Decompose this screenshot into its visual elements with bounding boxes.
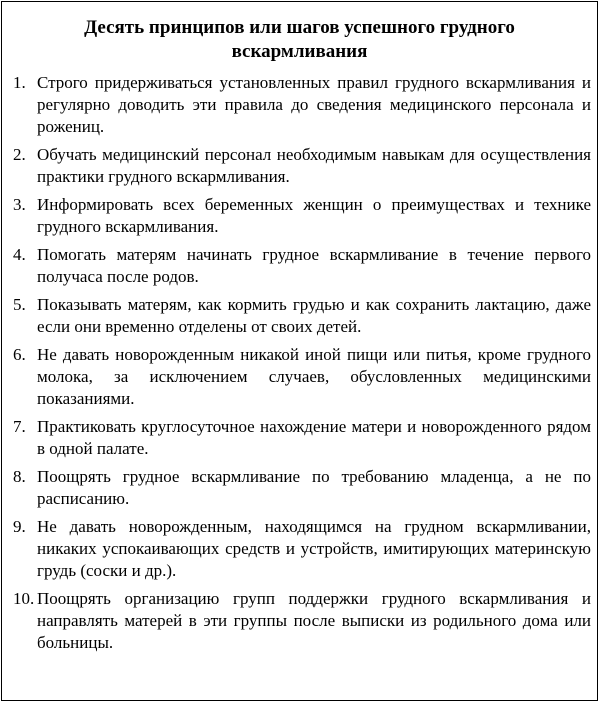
list-item xyxy=(13,194,591,238)
item-text: Поощрять организацию групп поддержки грудного вскармливания и направлять матерей в эти группы после выписки из родильного дома или больницы. xyxy=(37,589,591,652)
list-item xyxy=(13,588,591,654)
item-text: Практиковать круглосуточное нахождение матери и новорожденного рядом в одной палате. xyxy=(37,417,591,458)
list-item xyxy=(13,344,591,410)
item-text: Строго придерживаться установленных правил грудного вскармливания и регулярно доводить эти правила до сведения медицинского персонала и рожениц. xyxy=(37,73,591,136)
list-item xyxy=(13,416,591,460)
item-number: 1. xyxy=(13,73,26,92)
document-frame xyxy=(1,1,598,701)
item-text: Поощрять грудное вскармливание по требованию младенца, а не по расписанию. xyxy=(37,467,591,508)
item-number: 9. xyxy=(13,517,26,536)
item-number: 10. xyxy=(13,589,35,608)
item-number: 5. xyxy=(13,295,26,314)
list-item xyxy=(13,244,591,288)
document-title: Десять принципов или шагов успешного грудного вскармливания xyxy=(84,17,515,62)
item-number: 6. xyxy=(13,345,26,364)
item-number: 8. xyxy=(13,467,26,486)
principles-list xyxy=(13,72,591,660)
item-number: 2. xyxy=(13,145,26,164)
list-item xyxy=(13,516,591,582)
item-text: Помогать матерям начинать грудное вскармливание в течение первого получаса после родов. xyxy=(37,245,591,286)
item-text: Показывать матерям, как кормить грудью и как сохранить лактацию, даже если они временно отделены от своих детей. xyxy=(37,295,591,336)
list-item xyxy=(13,466,591,510)
item-text: Не давать новорожденным, находящимся на грудном вскармливании, никаких успокаивающих средств и устройств, имитирующих материнскую грудь (соски и др.). xyxy=(37,517,591,580)
item-number: 7. xyxy=(13,417,26,436)
list-item xyxy=(13,144,591,188)
list-item xyxy=(13,72,591,138)
item-text: Обучать медицинский персонал необходимым навыкам для осуществления практики грудного вскармливания. xyxy=(37,145,591,186)
list-item xyxy=(13,294,591,338)
item-number: 4. xyxy=(13,245,26,264)
item-text: Не давать новорожденным никакой иной пищи или питья, кроме грудного молока, за исключением случаев, обусловленных медицинскими показаниями. xyxy=(37,345,591,408)
item-number: 3. xyxy=(13,195,26,214)
item-text: Информировать всех беременных женщин о преимуществах и технике грудного вскармливания. xyxy=(37,195,591,236)
